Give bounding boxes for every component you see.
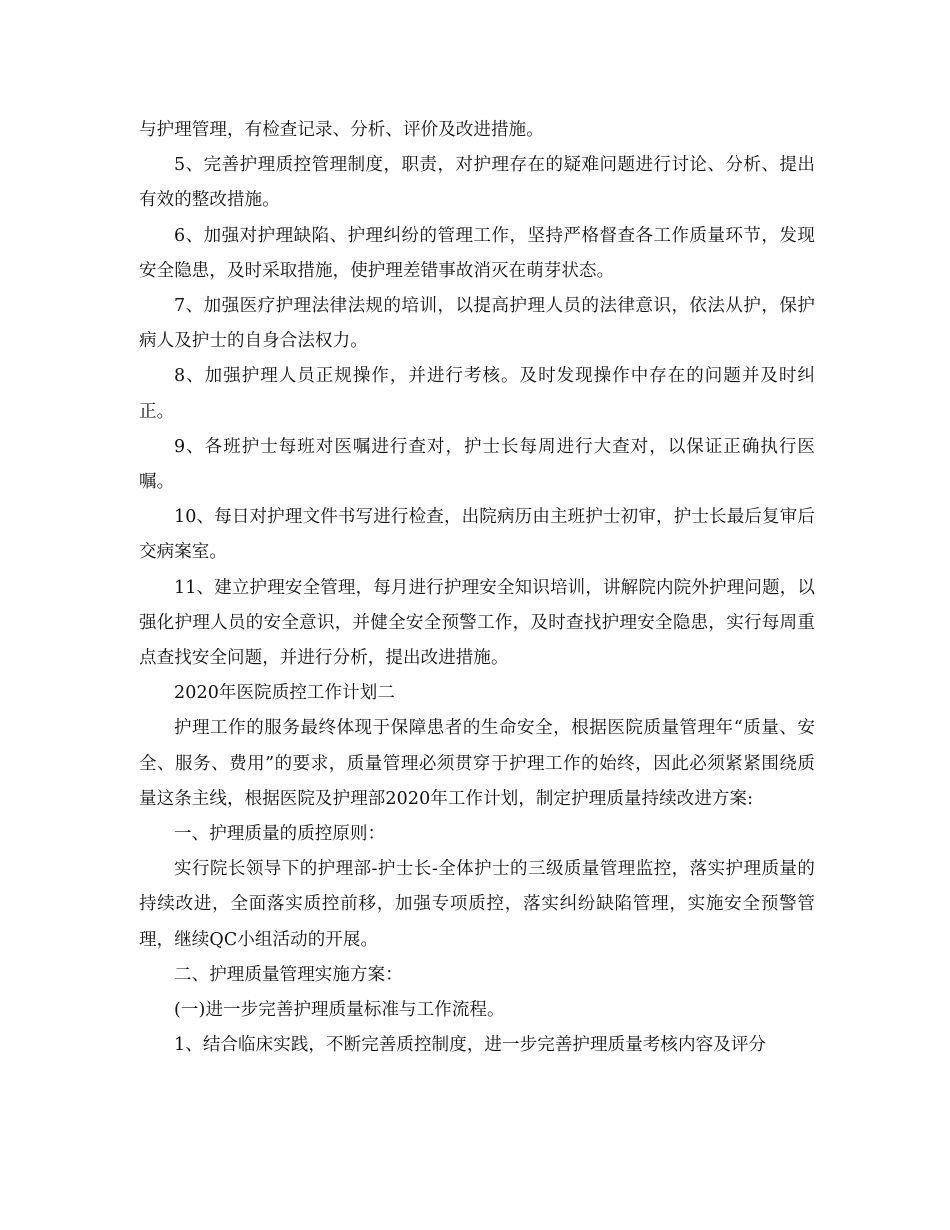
paragraph: 实行院长领导下的护理部-护士长-全体护士的三级质量管理监控，落实护理质量的持续改进，全面落实质控前移，加强专项质控，落实纠纷缺陷管理，实施安全预警管理，继续QC小组活动的开展。 [139, 859, 815, 950]
paragraph: 护理工作的服务最终体现于保障患者的生命安全，根据医院质量管理年“质量、安全、服务、费用”的要求，质量管理必须贯穿于护理工作的始终，因此必须紧紧围绕质量这条主线，根据医院及护理部2020年工作计划，制定护理质量持续改进方案: [139, 718, 815, 809]
paragraph: 11、建立护理安全管理，每月进行护理安全知识培训，讲解院内院外护理问题，以强化护理人员的安全意识，并健全安全预警工作，及时查找护理安全隐患，实行每周重点查找安全问题，并进行分析，提出改进措施。 [139, 577, 815, 669]
subsection-heading: (一)进一步完善护理质量标准与工作流程。 [174, 1000, 505, 1021]
paragraph: 6、加强对护理缺陷、护理纠纷的管理工作，坚持严格督查各工作质量环节，发现安全隐患，及时采取措施，使护理差错事故消灭在萌芽状态。 [139, 225, 815, 281]
section-heading: 2020年医院质控工作计划二 [174, 683, 395, 704]
paragraph: 1、结合临床实践，不断完善质控制度，进一步完善护理质量考核内容及评分 [174, 1035, 767, 1056]
paragraph: 与护理管理，有检查记录、分析、评价及改进措施。 [139, 120, 544, 140]
section-heading: 一、护理质量的质控原则： [174, 824, 386, 845]
paragraph: 9、各班护士每班对医嘱进行查对，护士长每周进行大查对，以保证正确执行医嘱。 [139, 436, 815, 493]
document-body [139, 113, 815, 1063]
section-heading: 二、护理质量管理实施方案： [174, 964, 403, 985]
paragraph: 5、完善护理质控管理制度，职责，对护理存在的疑难问题进行讨论、分析、提出有效的整改措施。 [139, 155, 815, 211]
paragraph: 8、加强护理人员正规操作，并进行考核。及时发现操作中存在的问题并及时纠正。 [139, 366, 815, 422]
paragraph: 10、每日对护理文件书写进行检查，出院病历由主班护士初审，护士长最后复审后交病案室。 [139, 507, 815, 563]
paragraph: 7、加强医疗护理法律法规的培训，以提高护理人员的法律意识，依法从护，保护病人及护士的自身合法权力。 [139, 296, 815, 352]
